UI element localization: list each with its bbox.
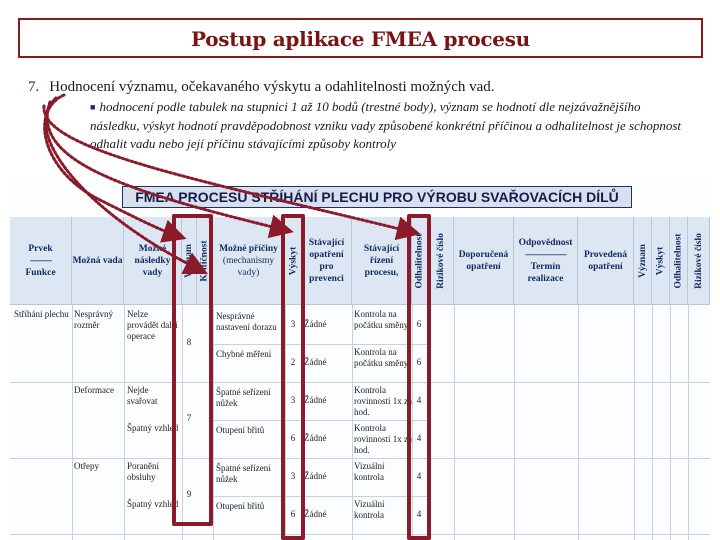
header-vyskyt2-label: Výskyt bbox=[655, 246, 666, 275]
header-vyznam-label: Význam bbox=[184, 243, 194, 278]
cell-pricina: Chybné měření bbox=[216, 349, 272, 359]
header-kriticnost-label: Kritičnost bbox=[199, 239, 210, 282]
grid-line bbox=[514, 305, 515, 540]
grid-line bbox=[10, 382, 710, 383]
header-odpovednost-label: Odpovědnost bbox=[518, 237, 573, 248]
cell-vyskyt: 3 bbox=[290, 471, 296, 481]
cell-pricina: Špatné seřízení nůžek bbox=[216, 387, 271, 408]
header-vyskyt2 bbox=[652, 217, 670, 305]
header-provedena bbox=[578, 217, 634, 305]
header-separator: ------------------- bbox=[524, 249, 567, 260]
highlight-vyskyt-column bbox=[281, 214, 305, 540]
cell-prevence: Žádné bbox=[304, 395, 327, 405]
header-nasledky-label: Možné následky vady bbox=[134, 243, 171, 278]
header-rizikove-cislo-label: Rizikové číslo bbox=[435, 232, 446, 289]
header-rizeni-label: Stávající řízení procesu, bbox=[363, 243, 400, 278]
sub-bullet-text: hodnocení podle tabulek na stupnici 1 až 10 bodů (trestné body), význam se hodnotí dle nejzávažnějšího následku, výskyt hodnotí pravděpodobnost vzniku vady způsobené konkrétní příčinou a odhalitelnost je schopnost odhalit vadu nebo její příčinu stávajícími způsoby kontroly bbox=[90, 99, 682, 151]
table-title: FMEA PROCESU STŘÍHÁNÍ PLECHU PRO VÝROBU SVAŘOVACÍCH DÍLŮ bbox=[122, 186, 632, 208]
cell-nasledky: Nejde svařovat bbox=[127, 385, 158, 406]
grid-line bbox=[454, 305, 455, 540]
header-vyskyt-label: Výskyt bbox=[288, 246, 299, 275]
cell-odhalitelnost: 4 bbox=[416, 433, 422, 443]
cell-odhalitelnost: 4 bbox=[416, 471, 422, 481]
cell-odhalitelnost: 6 bbox=[416, 357, 422, 367]
header-odhalitelnost2 bbox=[670, 217, 688, 305]
cell-vyskyt: 2 bbox=[290, 357, 296, 367]
header-doporucena-label: Doporučená opatření bbox=[458, 249, 509, 272]
grid-line bbox=[352, 305, 353, 540]
cell-prvek: Stříhání plechu bbox=[14, 309, 69, 319]
grid-line bbox=[213, 344, 428, 345]
header-prvek-label: Prvek bbox=[28, 243, 53, 254]
header-provedena-label: Provedená opatření bbox=[583, 249, 628, 272]
cell-vyznam: 9 bbox=[186, 489, 192, 499]
header-prevence-label: Stávající opatření pro prevenci bbox=[308, 237, 345, 284]
header-prevence bbox=[302, 217, 352, 305]
cell-rizeni: Kontrola rovinnosti 1x za hod. bbox=[354, 385, 412, 417]
cell-odhalitelnost: 4 bbox=[416, 395, 422, 405]
grid-line bbox=[213, 305, 214, 540]
cell-vyznam: 7 bbox=[186, 413, 192, 423]
cell-prevence: Žádné bbox=[304, 471, 327, 481]
header-rizikove-cislo2 bbox=[688, 217, 710, 305]
cell-pricina: Nesprávné nastavení dorazu bbox=[216, 311, 277, 332]
header-rizikove-cislo2-label: Rizikové číslo bbox=[693, 232, 704, 289]
slide-title: Postup aplikace FMEA procesu bbox=[191, 27, 530, 51]
header-vyznam2-label: Význam bbox=[637, 243, 648, 278]
point-number: 7. bbox=[28, 79, 40, 95]
cell-rizeni: Kontrola rovinnosti 1x za hod. bbox=[354, 423, 412, 455]
cell-rizeni: Kontrola na počátku směny bbox=[354, 347, 409, 368]
grid-line bbox=[688, 305, 689, 540]
cell-vada: Otřepy bbox=[74, 461, 99, 471]
cell-vada: Nesprávný rozměr bbox=[74, 309, 113, 330]
header-mozna-vada bbox=[72, 217, 124, 305]
grid-line bbox=[578, 305, 579, 540]
header-termin-label: Termín realizace bbox=[527, 261, 564, 284]
cell-rizeni: Vizuální kontrola bbox=[354, 499, 385, 520]
cell-prevence: Žádné bbox=[304, 357, 327, 367]
cell-pricina: Otupení břitů bbox=[216, 425, 265, 435]
cell-vyskyt: 3 bbox=[290, 319, 296, 329]
cell-prevence: Žádné bbox=[304, 509, 327, 519]
cell-vyskyt: 6 bbox=[290, 509, 296, 519]
cell-odhalitelnost: 6 bbox=[416, 319, 422, 329]
grid-line bbox=[634, 305, 635, 540]
header-rizeni bbox=[352, 217, 412, 305]
cell-rizeni: Kontrola na počátku směny bbox=[354, 309, 409, 330]
grid-line bbox=[10, 534, 710, 535]
header-funkce-label: Funkce bbox=[25, 267, 56, 278]
cell-pricina: Otupení břitů bbox=[216, 501, 265, 511]
cell-prevence: Žádné bbox=[304, 433, 327, 443]
grid-line bbox=[72, 305, 73, 540]
grid-line bbox=[652, 305, 653, 540]
numbered-point bbox=[28, 79, 708, 96]
header-mozna-vada-label: Možná vada bbox=[72, 255, 123, 266]
grid-line bbox=[213, 420, 428, 421]
grid-line bbox=[10, 458, 710, 459]
header-prvek bbox=[10, 217, 72, 305]
header-rizikove-cislo bbox=[428, 217, 454, 305]
cell-nasledky: Poranění obsluhy bbox=[127, 461, 159, 482]
sub-bullet bbox=[90, 98, 690, 154]
header-vyznam2 bbox=[634, 217, 652, 305]
header-odhalitelnost2-label: Odhalitelnost bbox=[673, 233, 684, 288]
cell-odhalitelnost: 4 bbox=[416, 509, 422, 519]
slide-title-box bbox=[18, 18, 703, 58]
cell-prevence: Žádné bbox=[304, 319, 327, 329]
highlight-odhalitelnost-column bbox=[407, 214, 431, 540]
cell-nasledky: Špatný vzhled bbox=[127, 499, 179, 509]
highlight-vyznam-column bbox=[172, 214, 213, 526]
cell-vyskyt: 3 bbox=[290, 395, 296, 405]
grid-line bbox=[670, 305, 671, 540]
header-odhalitelnost-label: Odhalitelnost bbox=[414, 233, 425, 288]
grid-line bbox=[213, 496, 428, 497]
header-doporucena bbox=[454, 217, 514, 305]
cell-pricina: Špatné seřízení nůžek bbox=[216, 463, 271, 484]
point-text: Hodnocení významu, očekavaného výskytu a odahlitelnosti možných vad. bbox=[49, 79, 495, 95]
cell-nasledky: Špatný vzhled bbox=[127, 423, 179, 433]
cell-vyznam: 8 bbox=[186, 337, 192, 347]
header-priciny bbox=[213, 217, 285, 305]
header-mechanismy-label: (mechanismy vady) bbox=[222, 255, 275, 278]
header-odpovednost bbox=[514, 217, 578, 305]
cell-vada: Deformace bbox=[74, 385, 114, 395]
cell-nasledky: Nelze provádět další operace bbox=[127, 309, 178, 341]
square-bullet-icon: ■ bbox=[90, 102, 96, 112]
header-separator: ---------- bbox=[29, 255, 52, 266]
fmea-table bbox=[10, 183, 710, 540]
grid-line bbox=[124, 305, 125, 540]
cell-vyskyt: 6 bbox=[290, 433, 296, 443]
header-priciny-label: Možné příčiny bbox=[219, 243, 278, 254]
cell-rizeni: Vizuální kontrola bbox=[354, 461, 385, 482]
